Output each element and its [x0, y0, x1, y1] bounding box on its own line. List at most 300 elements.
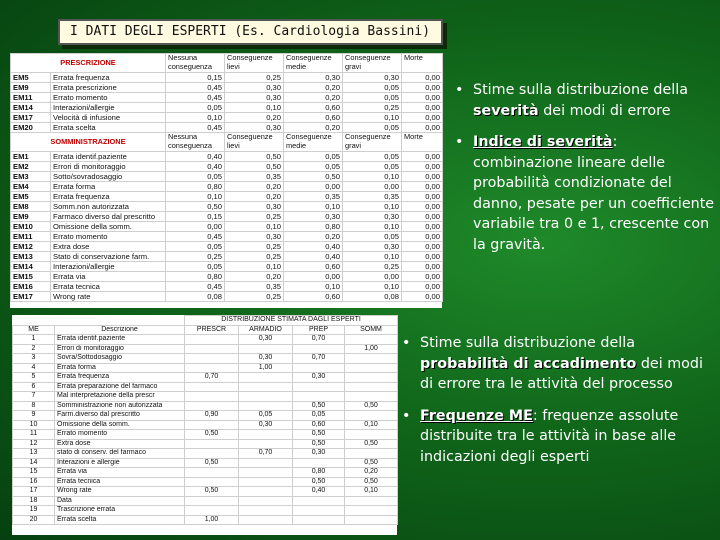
frequency-value: 0,50	[345, 458, 398, 468]
frequency-column-header: PREP	[293, 325, 345, 335]
severity-value: 0,25	[225, 212, 284, 222]
frequency-value	[345, 515, 398, 525]
bullet-highlight: severità	[473, 102, 539, 119]
severity-value: 0,15	[166, 212, 225, 222]
frequency-caption: DISTRIBUZIONE STIMATA DAGLI ESPERTI	[185, 316, 398, 326]
severity-value: 0,05	[343, 232, 402, 242]
error-mode-description: Omissione della somm.	[51, 222, 166, 232]
me-number: 3	[13, 354, 55, 364]
slide-title: I DATI DEGLI ESPERTI (Es. Cardiologia Bassini)	[58, 19, 443, 45]
me-description: Extra dose	[55, 439, 185, 449]
bullet-probability-estimates	[402, 333, 718, 395]
error-mode-code: EM1	[11, 152, 51, 162]
frequency-value: 0,50	[345, 439, 398, 449]
severity-value: 0,20	[225, 182, 284, 192]
severity-value: 0,10	[343, 222, 402, 232]
severity-value: 0,30	[343, 212, 402, 222]
table-row	[11, 242, 443, 252]
frequency-value	[185, 420, 239, 430]
frequency-value	[239, 401, 293, 411]
severity-value: 0,45	[166, 83, 225, 93]
error-mode-code: EM4	[11, 182, 51, 192]
frequency-value	[345, 382, 398, 392]
bullet-highlight: probabilità di accadimento	[420, 355, 637, 372]
frequency-value	[293, 506, 345, 516]
me-description: Errata preparazione del farmaco	[55, 382, 185, 392]
frequency-value	[185, 401, 239, 411]
frequency-value	[239, 458, 293, 468]
error-mode-description: Wrong rate	[51, 292, 166, 302]
severity-value: 0,60	[284, 113, 343, 123]
frequency-value	[239, 496, 293, 506]
severity-value: 0,35	[343, 192, 402, 202]
severity-value: 0,05	[166, 172, 225, 182]
frequency-value: 0,30	[239, 420, 293, 430]
severity-value: 0,00	[343, 182, 402, 192]
error-mode-code: EM5	[11, 73, 51, 83]
me-description: Errato momento	[55, 430, 185, 440]
error-mode-description: Errata scelta	[51, 123, 166, 133]
me-number: 11	[13, 430, 55, 440]
me-description: Somministrazione non autorizzata	[55, 401, 185, 411]
table-row	[13, 477, 398, 487]
frequency-value	[185, 468, 239, 478]
severity-value: 0,10	[225, 222, 284, 232]
error-mode-code: EM2	[11, 162, 51, 172]
frequency-value: 0,30	[293, 449, 345, 459]
frequency-value: 0,70	[293, 335, 345, 345]
error-mode-code: EM15	[11, 272, 51, 282]
severity-value: 0,00	[402, 202, 443, 212]
bullet-text: dei modi di errore	[538, 102, 671, 119]
table-row	[13, 392, 398, 402]
severity-column-header: Conseguenze medie	[284, 133, 343, 152]
table-row	[13, 411, 398, 421]
frequency-value: 0,50	[185, 430, 239, 440]
me-description: stato di conserv. del farmaco	[55, 449, 185, 459]
severity-value: 0,10	[225, 262, 284, 272]
table-row	[13, 335, 398, 345]
severity-column-header: Conseguenze medie	[284, 54, 343, 73]
table-row	[11, 282, 443, 292]
frequency-value: 0,50	[185, 458, 239, 468]
me-number: 12	[13, 439, 55, 449]
table-row	[13, 420, 398, 430]
frequency-column-header: ARMADIO	[239, 325, 293, 335]
table-row	[13, 487, 398, 497]
severity-value: 0,20	[225, 113, 284, 123]
severity-value: 0,00	[402, 282, 443, 292]
frequency-value	[239, 373, 293, 383]
frequency-column-header: PRESCR	[185, 325, 239, 335]
error-mode-code: EM11	[11, 93, 51, 103]
table-row	[11, 212, 443, 222]
error-mode-description: Errori di monitoraggio	[51, 162, 166, 172]
table-row	[13, 354, 398, 364]
severity-value: 0,25	[225, 73, 284, 83]
error-mode-description: Somm.non autorizzata	[51, 202, 166, 212]
frequency-value	[345, 335, 398, 345]
severity-value: 0,00	[402, 242, 443, 252]
frequency-value	[185, 496, 239, 506]
severity-value: 0,00	[402, 182, 443, 192]
severity-value: 0,30	[225, 83, 284, 93]
frequency-value: 0,80	[293, 468, 345, 478]
frequency-value: 0,60	[293, 420, 345, 430]
me-number: 14	[13, 458, 55, 468]
bullet-text: : frequenze assolute distribuite tra le attività in base alle indicazioni degli esperti	[420, 407, 679, 465]
severity-column-header: Conseguenze gravi	[343, 133, 402, 152]
severity-value: 0,40	[166, 162, 225, 172]
table-row	[11, 232, 443, 242]
severity-value: 0,60	[284, 262, 343, 272]
me-number: 15	[13, 468, 55, 478]
error-mode-code: EM5	[11, 192, 51, 202]
table-row	[13, 401, 398, 411]
severity-value: 0,05	[166, 103, 225, 113]
frequency-value	[345, 363, 398, 373]
frequency-value	[345, 430, 398, 440]
frequency-value	[293, 515, 345, 525]
frequency-value	[185, 354, 239, 364]
severity-value: 0,30	[225, 232, 284, 242]
table-row	[11, 73, 443, 83]
severity-value: 0,50	[225, 152, 284, 162]
frequency-value	[185, 344, 239, 354]
table-row	[11, 192, 443, 202]
table-row	[13, 496, 398, 506]
error-mode-code: EM8	[11, 202, 51, 212]
error-mode-description: Interazioni/allergie	[51, 103, 166, 113]
frequency-value: 0,30	[293, 373, 345, 383]
error-mode-description: Errata via	[51, 272, 166, 282]
severity-value: 0,35	[225, 172, 284, 182]
severity-value: 0,00	[402, 93, 443, 103]
severity-value: 0,40	[166, 152, 225, 162]
severity-column-header: Conseguenze lievi	[225, 54, 284, 73]
severity-value: 0,10	[343, 172, 402, 182]
table-row	[11, 162, 443, 172]
severity-value: 0,50	[225, 162, 284, 172]
table-row	[13, 363, 398, 373]
error-mode-code: EM20	[11, 123, 51, 133]
error-mode-code: EM14	[11, 103, 51, 113]
frequency-value	[185, 392, 239, 402]
frequency-column-header: ME	[13, 325, 55, 335]
table-row	[11, 252, 443, 262]
frequency-value	[185, 477, 239, 487]
severity-value: 0,45	[166, 123, 225, 133]
severity-value: 0,00	[402, 212, 443, 222]
severity-value: 0,00	[402, 83, 443, 93]
frequency-value	[185, 449, 239, 459]
severity-value: 0,00	[284, 272, 343, 282]
severity-value: 0,25	[225, 242, 284, 252]
severity-value: 0,50	[284, 172, 343, 182]
severity-column-header: Nessuna conseguenza	[166, 133, 225, 152]
table-row	[11, 83, 443, 93]
severity-value: 0,30	[343, 242, 402, 252]
severity-value: 0,25	[225, 292, 284, 302]
severity-value: 0,05	[343, 83, 402, 93]
frequency-value: 0,20	[345, 468, 398, 478]
table-row	[11, 262, 443, 272]
severity-value: 0,50	[166, 202, 225, 212]
error-mode-code: EM10	[11, 222, 51, 232]
me-description: Omissione della somm.	[55, 420, 185, 430]
severity-value: 0,00	[402, 113, 443, 123]
me-description: Wrong rate	[55, 487, 185, 497]
me-description: Errata identif.paziente	[55, 335, 185, 345]
me-description: Errata via	[55, 468, 185, 478]
section-label: PRESCRIZIONE	[11, 54, 166, 73]
severity-value: 0,05	[343, 152, 402, 162]
frequency-value	[345, 354, 398, 364]
me-description: Errata frequenza	[55, 373, 185, 383]
table-row	[13, 458, 398, 468]
severity-value: 0,20	[284, 83, 343, 93]
severity-column-header: Morte	[402, 54, 443, 73]
error-mode-description: Velocità di infusione	[51, 113, 166, 123]
severity-header-row	[11, 133, 443, 152]
me-number: 6	[13, 382, 55, 392]
frequency-value: 0,50	[185, 487, 239, 497]
severity-value: 0,00	[284, 182, 343, 192]
table-row	[11, 152, 443, 162]
severity-value: 0,30	[225, 123, 284, 133]
me-number: 10	[13, 420, 55, 430]
table-row	[11, 272, 443, 282]
frequency-value	[239, 468, 293, 478]
severity-value: 0,05	[284, 162, 343, 172]
severity-value: 0,10	[225, 103, 284, 113]
frequency-grid	[12, 315, 398, 525]
frequency-value: 0,90	[185, 411, 239, 421]
error-mode-description: Errata identif.paziente	[51, 152, 166, 162]
severity-value: 0,00	[343, 272, 402, 282]
error-mode-code: EM17	[11, 113, 51, 123]
me-description: Trascrizione errata	[55, 506, 185, 516]
severity-value: 0,40	[284, 242, 343, 252]
me-number: 7	[13, 392, 55, 402]
severity-value: 0,00	[402, 123, 443, 133]
frequency-value: 0,50	[293, 477, 345, 487]
frequency-value	[293, 392, 345, 402]
table-row	[13, 344, 398, 354]
severity-value: 0,00	[402, 162, 443, 172]
table-row	[11, 103, 443, 113]
severity-value: 0,10	[166, 113, 225, 123]
error-mode-code: EM12	[11, 242, 51, 252]
severity-value: 0,20	[284, 232, 343, 242]
error-mode-description: Sotto/sovradosaggio	[51, 172, 166, 182]
severity-value: 0,05	[343, 93, 402, 103]
error-mode-description: Errata forma	[51, 182, 166, 192]
table-row	[13, 515, 398, 525]
table-row	[11, 202, 443, 212]
frequency-value	[293, 382, 345, 392]
me-number: 20	[13, 515, 55, 525]
bullet-severity-index	[455, 132, 717, 255]
me-number: 13	[13, 449, 55, 459]
severity-value: 0,25	[343, 262, 402, 272]
bullet-severity-estimates	[455, 80, 717, 121]
error-mode-code: EM11	[11, 232, 51, 242]
frequency-value: 1,00	[185, 515, 239, 525]
severity-column-header: Conseguenze gravi	[343, 54, 402, 73]
frequency-value: 0,70	[293, 354, 345, 364]
error-mode-code: EM9	[11, 83, 51, 93]
table-row	[11, 113, 443, 123]
severity-value: 0,20	[225, 192, 284, 202]
table-row	[11, 182, 443, 192]
frequency-column-header: SOMM	[345, 325, 398, 335]
frequency-value	[239, 506, 293, 516]
error-mode-description: Extra dose	[51, 242, 166, 252]
severity-value: 0,35	[284, 192, 343, 202]
frequency-value: 0,40	[293, 487, 345, 497]
severity-value: 0,00	[402, 252, 443, 262]
bullet-highlight: Frequenze ME	[420, 407, 533, 424]
frequency-value: 0,10	[345, 420, 398, 430]
error-mode-description: Errata tecnica	[51, 282, 166, 292]
frequency-value	[185, 335, 239, 345]
severity-value: 0,30	[284, 212, 343, 222]
table-row	[11, 93, 443, 103]
bullet-text: Stime sulla distribuzione della	[420, 335, 635, 351]
error-mode-description: Errata frequenza	[51, 73, 166, 83]
table-row	[13, 439, 398, 449]
frequency-value	[345, 392, 398, 402]
error-mode-description: Errata prescrizione	[51, 83, 166, 93]
frequency-value	[239, 344, 293, 354]
frequency-value	[239, 487, 293, 497]
me-number: 2	[13, 344, 55, 354]
error-mode-code: EM14	[11, 262, 51, 272]
severity-value: 0,10	[343, 252, 402, 262]
table-row	[13, 449, 398, 459]
frequency-value: 0,50	[293, 430, 345, 440]
severity-value: 0,00	[402, 222, 443, 232]
error-mode-description: Interazioni/allergie	[51, 262, 166, 272]
frequency-value: 0,50	[293, 439, 345, 449]
severity-value: 0,80	[166, 182, 225, 192]
severity-value: 0,10	[166, 192, 225, 202]
frequency-value	[239, 439, 293, 449]
severity-value: 0,10	[343, 282, 402, 292]
frequency-value	[185, 363, 239, 373]
table-row	[13, 468, 398, 478]
frequency-header-row	[13, 325, 398, 335]
severity-value: 0,60	[284, 103, 343, 113]
error-mode-description: Errato momento	[51, 232, 166, 242]
bullets-top	[455, 80, 717, 255]
severity-value: 0,00	[402, 262, 443, 272]
severity-value: 0,08	[343, 292, 402, 302]
severity-column-header: Nessuna conseguenza	[166, 54, 225, 73]
frequency-value	[293, 458, 345, 468]
frequency-value	[239, 392, 293, 402]
frequency-value: 0,05	[239, 411, 293, 421]
severity-value: 0,00	[402, 292, 443, 302]
severity-value: 0,00	[402, 172, 443, 182]
me-number: 17	[13, 487, 55, 497]
me-number: 16	[13, 477, 55, 487]
table-row	[13, 373, 398, 383]
error-mode-code: EM17	[11, 292, 51, 302]
frequency-value	[239, 515, 293, 525]
frequency-value	[293, 363, 345, 373]
severity-value: 0,00	[402, 103, 443, 113]
severity-value: 0,80	[166, 272, 225, 282]
section-label: SOMMINISTRAZIONE	[11, 133, 166, 152]
table-row	[13, 430, 398, 440]
error-mode-description: Farmaco diverso dal prescritto	[51, 212, 166, 222]
severity-value: 0,05	[166, 242, 225, 252]
me-number: 19	[13, 506, 55, 516]
me-description: Errata scelta	[55, 515, 185, 525]
me-number: 1	[13, 335, 55, 345]
me-number: 5	[13, 373, 55, 383]
frequency-value	[345, 506, 398, 516]
frequency-value: 0,70	[239, 449, 293, 459]
me-description: Data	[55, 496, 185, 506]
frequency-value: 0,30	[239, 354, 293, 364]
frequency-value	[239, 430, 293, 440]
me-number: 18	[13, 496, 55, 506]
severity-value: 0,00	[402, 192, 443, 202]
severity-value: 0,30	[284, 73, 343, 83]
me-description: Mal interpretazione della prescr	[55, 392, 185, 402]
table-row	[13, 506, 398, 516]
severity-value: 0,00	[402, 272, 443, 282]
severity-value: 0,25	[225, 252, 284, 262]
severity-table	[10, 53, 442, 308]
table-row	[11, 172, 443, 182]
frequency-value	[293, 496, 345, 506]
me-description: Sovra/Sottodosaggio	[55, 354, 185, 364]
frequency-table	[12, 315, 397, 535]
severity-value: 0,20	[225, 272, 284, 282]
severity-value: 0,10	[343, 113, 402, 123]
frequency-value: 0,10	[345, 487, 398, 497]
me-number: 9	[13, 411, 55, 421]
severity-value: 0,15	[166, 73, 225, 83]
severity-value: 0,08	[166, 292, 225, 302]
severity-header-row	[11, 54, 443, 73]
me-description: Errata forma	[55, 363, 185, 373]
frequency-value	[293, 344, 345, 354]
severity-value: 0,30	[225, 202, 284, 212]
severity-value: 0,10	[343, 202, 402, 212]
severity-value: 0,30	[225, 93, 284, 103]
frequency-value: 1,00	[239, 363, 293, 373]
severity-grid	[10, 53, 443, 302]
frequency-value	[185, 439, 239, 449]
severity-value: 0,00	[402, 152, 443, 162]
severity-value: 0,30	[343, 73, 402, 83]
severity-value: 0,25	[343, 103, 402, 113]
bullet-frequencies	[402, 406, 718, 468]
frequency-value: 0,30	[239, 335, 293, 345]
table-row	[11, 222, 443, 232]
frequency-value: 0,05	[293, 411, 345, 421]
error-mode-code: EM16	[11, 282, 51, 292]
bullet-text: dei modi di errore tra le attività del processo	[420, 355, 703, 392]
table-row	[11, 123, 443, 133]
frequency-value	[345, 496, 398, 506]
severity-value: 0,05	[343, 162, 402, 172]
